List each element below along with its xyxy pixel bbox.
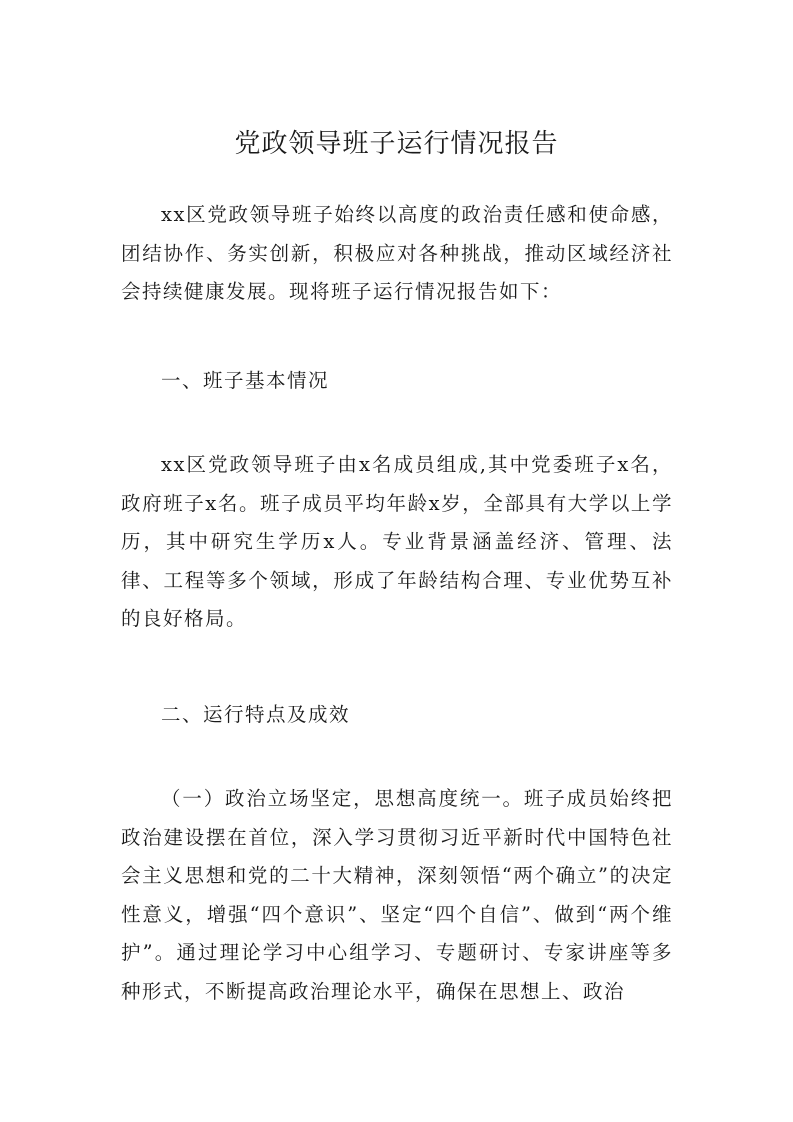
section-2-heading: 二、运行特点及成效 bbox=[161, 703, 351, 726]
intro-paragraph: xx区党政领导班子始终以高度的政治责任感和使命感，团结协作、务实创新，积极应对各种挑战，推动区域经济社会持续健康发展。现将班子运行情况报告如下： bbox=[121, 203, 673, 304]
section-1-body: xx区党政领导班子由x名成员组成,其中党委班子x名，政府班子x名。班子成员平均年龄x岁，全部具有大学以上学历，其中研究生学历x人。专业背景涵盖经济、管理、法律、工程等多个领域，形成了年龄结构合理、专业优势互补的良好格局。 bbox=[121, 453, 673, 631]
section-2-paragraph-1: （一）政治立场坚定，思想高度统一。班子成员始终把政治建设摆在首位，深入学习贯彻习近平新时代中国特色社会主义思想和党的二十大精神，深刻领悟“两个确立”的决定性意义，增强“四个意识”、坚定“四个自信”、做到“两个维护”。通过理论学习中心组学习、专题研讨、专家讲座等多种形式，不断提高政治理论水平，确保在思想上、政治 bbox=[121, 787, 673, 1003]
document-title: 党政领导班子运行情况报告 bbox=[234, 129, 559, 159]
section-1-heading: 一、班子基本情况 bbox=[161, 369, 330, 392]
